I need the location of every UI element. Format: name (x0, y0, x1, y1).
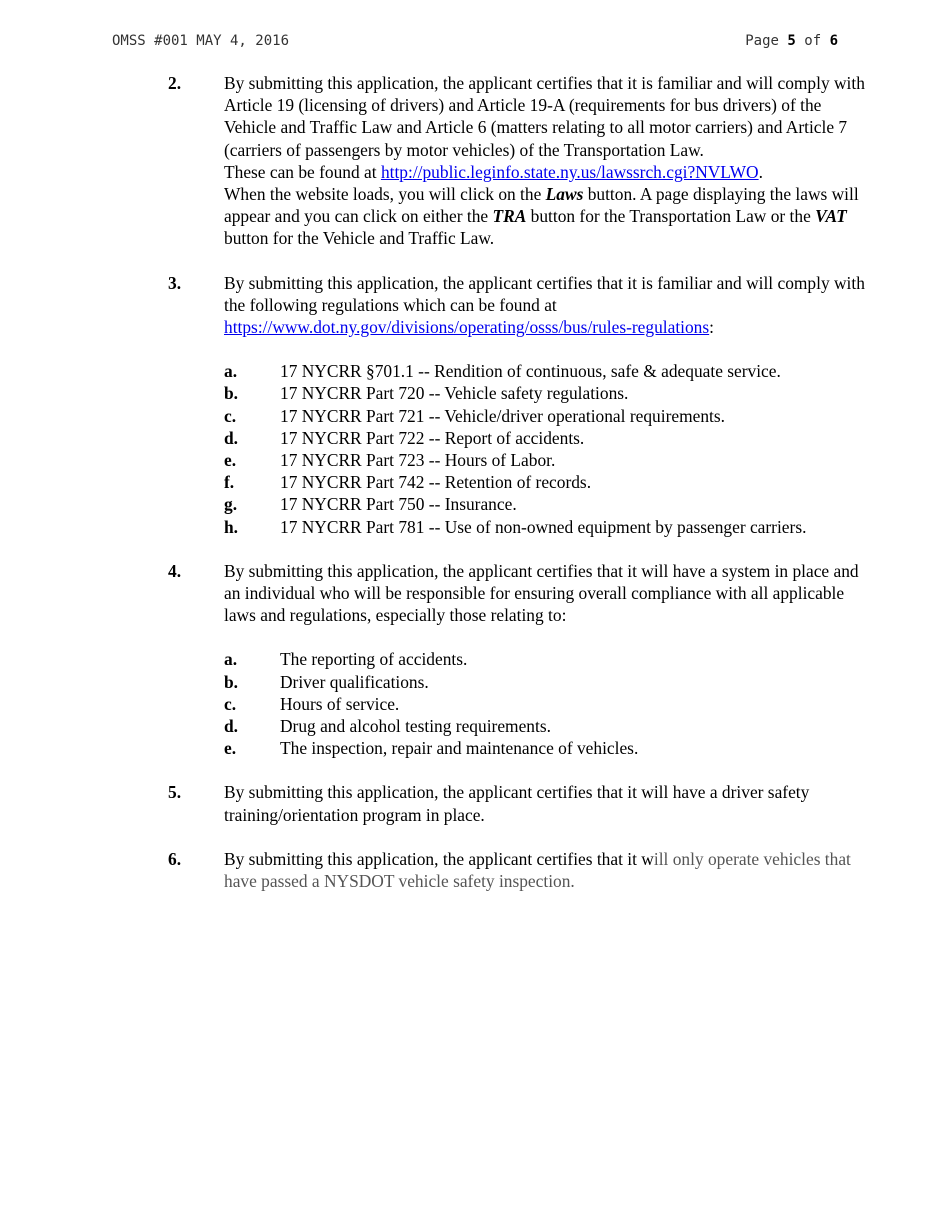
list-letter: a. (224, 361, 238, 382)
list-item (224, 471, 868, 493)
item-link-line (224, 161, 868, 183)
list-letter: e. (224, 738, 237, 759)
instr-part-2: button. A page displaying the laws will appear and you can click on either the (224, 184, 859, 227)
list-item (224, 360, 868, 382)
tra-label: TRA (492, 206, 527, 227)
list-text: Driver qualifications. (280, 671, 429, 692)
list-letter: c. (224, 693, 237, 714)
list-text: The inspection, repair and maintenance of vehicles. (280, 738, 639, 759)
link-prefix: These can be found at (224, 161, 381, 182)
list-letter: c. (224, 405, 237, 426)
list-letter: b. (224, 671, 239, 692)
instr-part-1: When the website loads, you will click on the (224, 184, 546, 205)
list-item (224, 449, 868, 471)
list-text: 17 NYCRR Part 742 -- Retention of records. (280, 472, 592, 493)
item-text-dark: By submitting this application, the applicant certifies that it w (224, 848, 654, 869)
list-text: 17 NYCRR Part 750 -- Insurance. (280, 494, 517, 515)
form-id-date: OMSS #001 MAY 4, 2016 (112, 33, 290, 49)
certification-item-5 (168, 781, 868, 825)
instr-part-3: button for the Transportation Law or the (526, 206, 816, 227)
list-item (224, 427, 868, 449)
item-text: By submitting this application, the applicant certifies that it will have a driver safety training/orientation program in place. (224, 782, 810, 825)
item-body (224, 272, 868, 339)
list-text: 17 NYCRR Part 721 -- Vehicle/driver operational requirements. (280, 405, 725, 426)
list-item (224, 405, 868, 427)
list-letter: e. (224, 450, 237, 471)
item-body (224, 72, 868, 250)
list-item (224, 693, 868, 715)
certification-item-4 (168, 560, 868, 760)
list-text: Drug and alcohol testing requirements. (280, 716, 551, 737)
list-item (224, 737, 868, 759)
certification-item-3 (168, 272, 868, 538)
list-letter: a. (224, 649, 238, 670)
list-item (224, 671, 868, 693)
item-body (224, 848, 868, 892)
item-number: 6. (168, 848, 182, 869)
item-instructions (224, 183, 868, 250)
laws-label: Laws (545, 184, 584, 205)
document-body (168, 72, 868, 914)
page-word: Page (745, 33, 779, 49)
list-text: 17 NYCRR Part 720 -- Vehicle safety regulations. (280, 383, 629, 404)
list-letter: b. (224, 383, 239, 404)
list-item (224, 493, 868, 515)
page-number (745, 33, 838, 49)
vat-label: VAT (815, 206, 847, 227)
item-number: 2. (168, 73, 182, 93)
list-letter: g. (224, 494, 238, 515)
list-text: 17 NYCRR Part 781 -- Use of non-owned equipment by passenger carriers. (280, 516, 807, 537)
link-suffix: . (758, 161, 763, 182)
item-text-suffix: : (709, 317, 714, 338)
regulations-list (224, 360, 868, 538)
item-body (224, 781, 868, 825)
item-body (224, 560, 868, 627)
regulations-link[interactable]: https://www.dot.ny.gov/divisions/operating/osss/bus/rules-regulations (224, 317, 710, 338)
page-of-word: of (804, 33, 822, 49)
item-number: 4. (168, 560, 182, 581)
list-text: Hours of service. (280, 693, 400, 714)
page-header (112, 33, 838, 53)
list-text: The reporting of accidents. (280, 649, 468, 670)
certification-item-6 (168, 848, 868, 892)
list-item (224, 516, 868, 538)
page-total: 6 (829, 33, 838, 49)
leginfo-link[interactable]: http://public.leginfo.state.ny.us/lawssrch.cgi?NVLWO (380, 161, 759, 182)
item-number: 5. (168, 782, 182, 803)
list-letter: d. (224, 716, 239, 737)
list-text: 17 NYCRR Part 723 -- Hours of Labor. (280, 450, 556, 471)
list-letter: h. (224, 516, 239, 537)
compliance-list (224, 648, 868, 759)
item-text-faded: ill only operate vehicles that have passed a NYSDOT vehicle safety inspection. (224, 848, 851, 892)
instr-part-4: button for the Vehicle and Traffic Law. (224, 228, 495, 249)
item-text: By submitting this application, the applicant certifies that it will have a system in place and an individual who will be responsible for ensuring overall compliance with all applicable laws and regulations, especially those relating to: (224, 560, 859, 626)
list-text: 17 NYCRR §701.1 -- Rendition of continuous, safe & adequate service. (280, 361, 781, 382)
certification-item-2 (168, 72, 868, 250)
page-current: 5 (787, 33, 796, 49)
item-text (224, 272, 868, 339)
list-item (224, 648, 868, 670)
list-item (224, 382, 868, 404)
item-text (224, 848, 868, 892)
item-number: 3. (168, 272, 182, 293)
item-text-main: By submitting this application, the applicant certifies that it is familiar and will comply with the following regulations which can be found at (224, 272, 865, 315)
list-letter: d. (224, 427, 239, 448)
list-letter: f. (224, 472, 235, 493)
item-text: By submitting this application, the applicant certifies that it is familiar and will comply with Article 19 (licensing of drivers) and Article 19-A (requirements for bus drivers) of the Vehicle and Traffic Law and Article 6 (matters relating to all motor carriers) and Article 7 (carriers of passengers by motor vehicles) of the Transportation Law. (224, 73, 865, 160)
list-item (224, 715, 868, 737)
list-text: 17 NYCRR Part 722 -- Report of accidents. (280, 427, 585, 448)
